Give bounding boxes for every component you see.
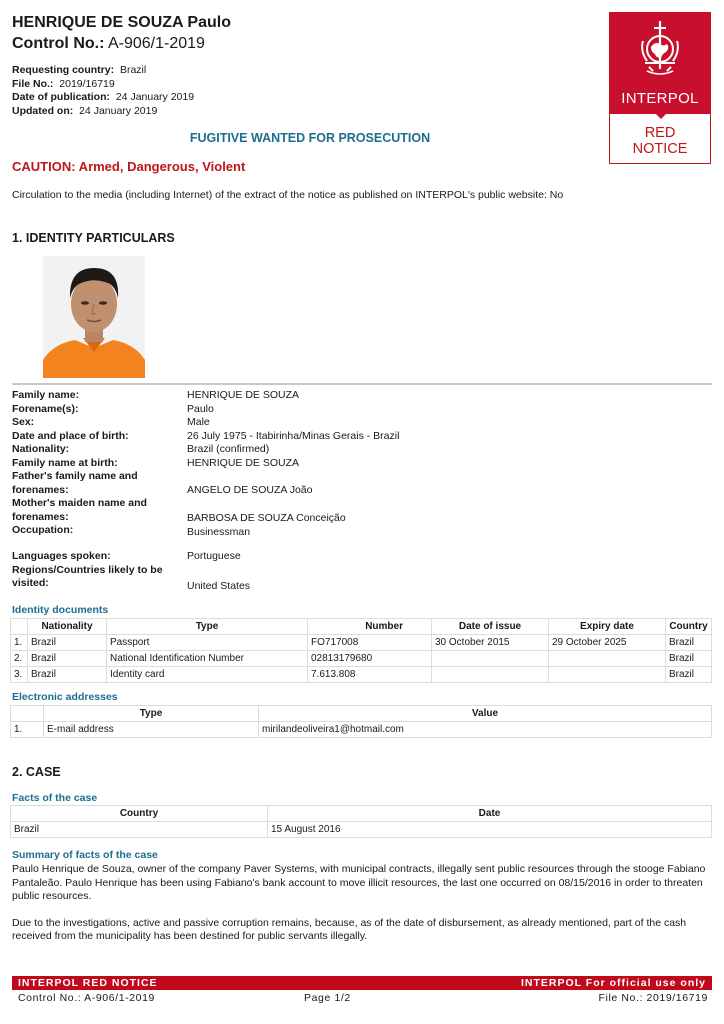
col-country: Country <box>666 619 712 635</box>
footer-control-number: Control No.: A-906/1-2019 <box>18 992 155 1004</box>
meta-file-no <box>12 78 194 92</box>
logo-red-notice-text <box>610 125 710 157</box>
cell-country: Brazil <box>11 822 268 838</box>
field-label: Sex: <box>12 416 35 428</box>
footer-red-bar <box>12 976 712 990</box>
field-label: Mother's maiden name and forenames: <box>12 497 147 523</box>
meta-requesting-country <box>12 64 194 78</box>
cell-type: Passport <box>107 635 308 651</box>
table-row <box>11 651 712 667</box>
col-nationality: Nationality <box>28 619 107 635</box>
field-value: Paulo <box>187 402 214 415</box>
footer-bar-right: INTERPOL For official use only <box>521 977 706 989</box>
logo-notch <box>655 113 667 119</box>
cell-nationality: Brazil <box>28 635 107 651</box>
field-label: Date and place of birth: <box>12 429 129 442</box>
field-value: Portuguese <box>187 550 241 562</box>
field-label: Family name at birth: <box>12 456 118 469</box>
field-label: Forename(s): <box>12 402 79 415</box>
logo-red-panel <box>610 13 710 114</box>
control-number-value: A-906/1-2019 <box>107 35 205 52</box>
field-value: 26 July 1975 - Itabirinha/Minas Gerais - Brazil <box>187 429 400 442</box>
section-heading-identity: 1. IDENTITY PARTICULARS <box>12 231 175 245</box>
cell-index: 3. <box>11 667 28 683</box>
col-date-of-issue: Date of issue <box>432 619 549 635</box>
cell-email-value: mirilandeoliveira1@hotmail.com <box>259 722 712 738</box>
cell-expiry-date: 29 October 2025 <box>549 635 666 651</box>
cell-type: Identity card <box>107 667 308 683</box>
table-row <box>11 667 712 683</box>
col-index <box>11 706 44 722</box>
col-number: Number <box>308 619 432 635</box>
field-label: Nationality: <box>12 443 70 455</box>
meta-date-of-publication <box>12 91 194 105</box>
logo-interpol-word: INTERPOL <box>621 90 699 107</box>
cell-date: 15 August 2016 <box>268 822 712 838</box>
col-date: Date <box>268 806 712 822</box>
cell-number: 02813179680 <box>308 651 432 667</box>
meta-label: Updated on: <box>12 104 74 117</box>
cell-date-of-issue: 30 October 2015 <box>432 635 549 651</box>
field-value: United States <box>187 579 251 592</box>
cell-type: E-mail address <box>44 722 259 738</box>
table-row <box>11 822 712 838</box>
cell-index: 1. <box>11 722 44 738</box>
cell-country: Brazil <box>666 651 712 667</box>
col-type: Type <box>44 706 259 722</box>
field-label: Regions/Countries likely to be visited: <box>12 563 163 589</box>
summary-paragraph: Paulo Henrique de Souza, owner of the company Paver Systems, with municipal contracts, illegally sent public resources through the stooge Fabiano Pantaleão. Paulo Henrique has been using Fabiano's bank account to move illicit resources, the last one occurred on 08/15/2016 in order to threaten public resources. <box>12 863 706 902</box>
cell-nationality: Brazil <box>28 667 107 683</box>
facts-of-case-title: Facts of the case <box>12 792 98 804</box>
field-label: Languages spoken: <box>12 550 111 562</box>
notice-meta <box>12 64 194 118</box>
field-value: ANGELO DE SOUZA João <box>187 483 313 496</box>
interpol-red-notice-logo <box>609 12 711 164</box>
electronic-addresses-title: Electronic addresses <box>12 691 118 703</box>
cell-date-of-issue <box>432 651 549 667</box>
cell-expiry-date <box>549 651 666 667</box>
field-label: Family name: <box>12 389 80 401</box>
summary-of-facts-title: Summary of facts of the case <box>12 849 158 861</box>
electronic-addresses-table <box>10 705 712 738</box>
interpol-emblem-icon <box>639 19 681 81</box>
identity-documents-title: Identity documents <box>12 604 109 616</box>
meta-label: Date of publication: <box>12 91 110 103</box>
col-value: Value <box>259 706 712 722</box>
field-label: Occupation: <box>12 524 74 536</box>
person-name-title: HENRIQUE DE SOUZA Paulo <box>12 14 231 31</box>
meta-label: File No.: <box>12 77 54 90</box>
logo-line-red: RED <box>644 125 676 141</box>
summary-of-facts <box>12 863 712 957</box>
table-row <box>11 722 712 738</box>
field-label: Father's family name and forenames: <box>12 470 138 496</box>
footer-page-number: Page 1/2 <box>304 992 351 1004</box>
cell-index: 2. <box>11 651 28 667</box>
cell-type: National Identification Number <box>107 651 308 667</box>
meta-value: 24 January 2019 <box>115 91 195 103</box>
meta-updated-on <box>12 105 194 119</box>
table-header-row <box>11 706 712 722</box>
identity-documents-table <box>10 618 712 683</box>
meta-value: 2019/16719 <box>59 77 115 90</box>
section-divider <box>12 383 712 385</box>
cell-index: 1. <box>11 635 28 651</box>
person-photo-icon <box>43 256 145 378</box>
cell-country: Brazil <box>666 635 712 651</box>
footer-file-number: File No.: 2019/16719 <box>598 992 708 1004</box>
col-expiry-date: Expiry date <box>549 619 666 635</box>
footer-bar-left: INTERPOL RED NOTICE <box>18 977 158 989</box>
field-value: Brazil (confirmed) <box>187 443 270 455</box>
table-header-row <box>11 806 712 822</box>
meta-label: Requesting country: <box>12 64 115 76</box>
meta-value: 24 January 2019 <box>79 104 158 117</box>
table-row <box>11 635 712 651</box>
notice-type: FUGITIVE WANTED FOR PROSECUTION <box>189 131 431 145</box>
field-value: Businessman <box>187 526 251 538</box>
cell-number: FO717008 <box>308 635 432 651</box>
section-heading-case: 2. CASE <box>12 765 61 779</box>
person-photo <box>43 256 145 378</box>
cell-expiry-date <box>549 667 666 683</box>
summary-paragraph: Due to the investigations, active and passive corruption remains, because, as of the date of disbursement, as already mentioned, part of the cash received from the municipality has been destined for public servants illegally. <box>12 916 687 942</box>
control-number-label: Control No.: <box>12 35 105 52</box>
control-number <box>12 34 205 54</box>
facts-of-case-table <box>10 805 712 838</box>
cell-nationality: Brazil <box>28 651 107 667</box>
field-value: BARBOSA DE SOUZA Conceição <box>187 512 346 524</box>
col-country: Country <box>11 806 268 822</box>
field-value: HENRIQUE DE SOUZA <box>187 456 300 469</box>
media-circulation-note: Circulation to the media (including Internet) of the extract of the notice as published on INTERPOL's public website: No <box>12 189 564 201</box>
cell-number: 7.613.808 <box>308 667 432 683</box>
cell-country: Brazil <box>666 667 712 683</box>
meta-value: Brazil <box>119 64 147 76</box>
field-value: Male <box>187 416 210 428</box>
table-header-row <box>11 619 712 635</box>
cell-date-of-issue <box>432 667 549 683</box>
col-type: Type <box>107 619 308 635</box>
col-index <box>11 619 28 635</box>
caution-warning: CAUTION: Armed, Dangerous, Violent <box>12 159 246 174</box>
field-value: HENRIQUE DE SOUZA <box>187 389 300 401</box>
logo-line-notice: NOTICE <box>632 141 688 157</box>
